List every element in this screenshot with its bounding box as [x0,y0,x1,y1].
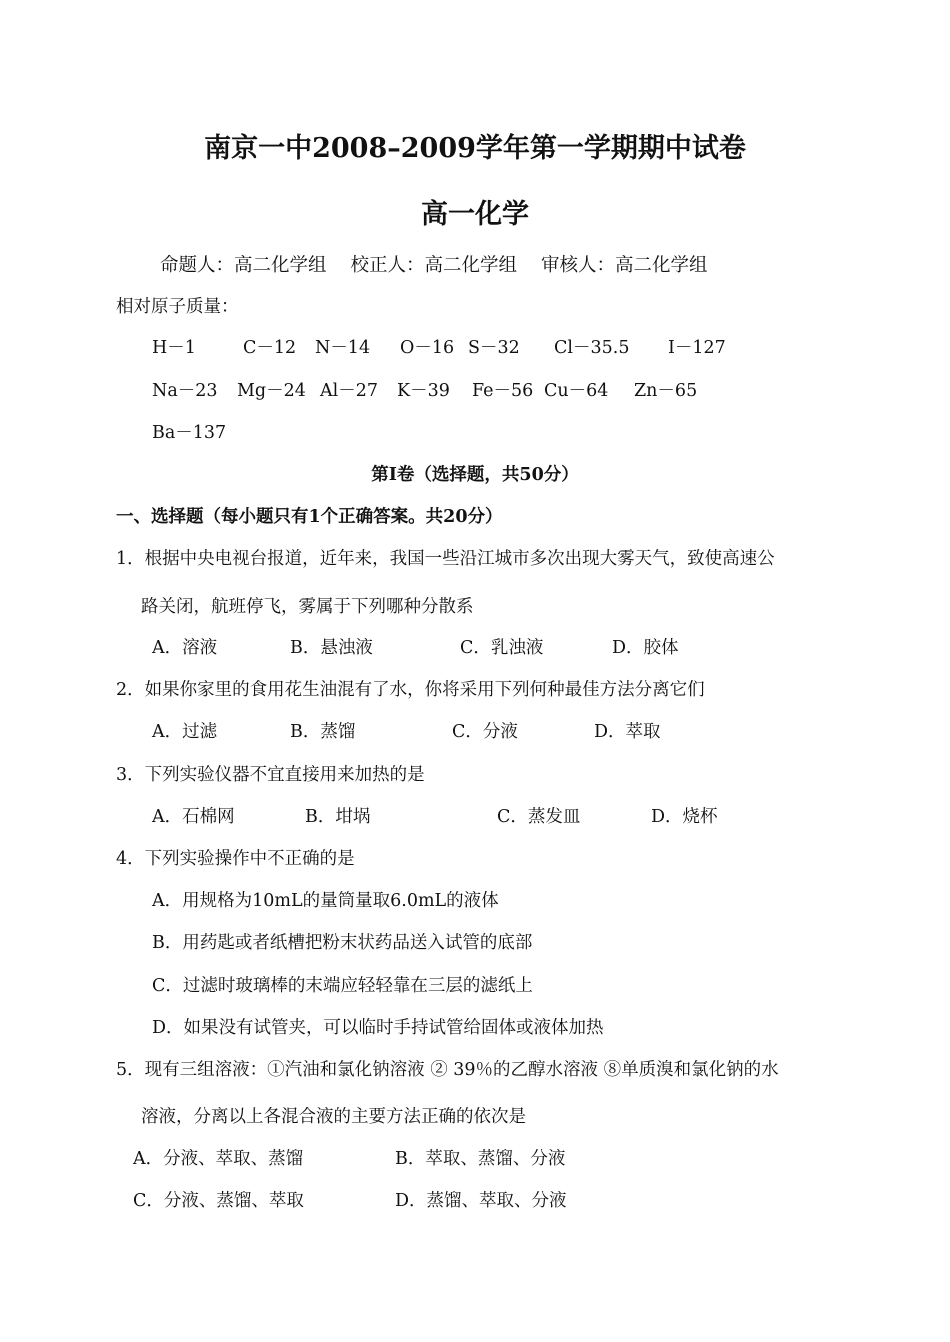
answer-option: C．分液、蒸馏、萃取 [133,1191,304,1211]
atomic-mass-item: Fe－56 [472,381,534,401]
answer-option: D．蒸馏、萃取、分液 [395,1191,567,1211]
answer-option: B．萃取、蒸馏、分液 [395,1149,566,1169]
setter-credit: 命题人：高二化学组 [160,255,327,276]
atomic-mass-item: N－14 [315,338,371,358]
answer-option: D．烧杯 [651,807,718,827]
answer-option: D．胶体 [612,638,679,658]
atomic-mass-item: Cu－64 [544,381,609,401]
answer-option: B．悬浊液 [290,638,373,658]
question-stem: 1．根据中央电视台报道，近年来，我国一些沿江城市多次出现大雾天气，致使高速公 [116,549,775,569]
question-stem: 3．下列实验仪器不宜直接用来加热的是 [116,765,425,785]
section-heading: 一、选择题（每小题只有1个正确答案。共20分） [116,507,503,527]
atomic-mass-item: Ba－137 [152,423,227,443]
exam-title: 南京一中2008–2009学年第一学期期中试卷 [204,133,746,164]
answer-option: B．用药匙或者纸槽把粉末状药品送入试管的底部 [152,933,533,953]
answer-option: D．萃取 [594,722,661,742]
answer-option: C．分液 [452,722,518,742]
answer-option: C．乳浊液 [460,638,544,658]
atomic-mass-item: Al－27 [320,381,379,401]
atomic-mass-item: O－16 [400,338,455,358]
atomic-mass-item: I－127 [668,338,726,358]
proofreader-credit: 校正人：高二化学组 [350,255,518,276]
answer-option: A．过滤 [152,722,218,742]
question-stem: 2．如果你家里的食用花生油混有了水，你将采用下列何种最佳方法分离它们 [116,680,705,700]
reviewer-credit: 审核人：高二化学组 [541,255,708,276]
answer-option: C．蒸发皿 [497,807,581,827]
atomic-mass-item: Mg－24 [237,381,306,401]
answer-option: A．石棉网 [152,807,235,827]
atomic-mass-item: S－32 [468,338,520,358]
question-stem-continued: 路关闭，航班停飞，雾属于下列哪种分散系 [141,597,474,617]
answer-option: A．溶液 [152,638,218,658]
answer-option: A．用规格为10mL的量筒量取6.0mL的液体 [152,891,499,911]
atomic-mass-item: Na－23 [152,381,218,401]
atomic-mass-item: Cl－35.5 [554,338,630,358]
atomic-mass-item: K－39 [397,381,450,401]
exam-subject: 高一化学 [421,199,529,230]
question-stem: 4．下列实验操作中不正确的是 [116,849,355,869]
atomic-mass-label: 相对原子质量： [116,297,239,317]
answer-option: A．分液、萃取、蒸馏 [133,1149,304,1169]
authors-line [160,251,708,277]
atomic-mass-item: C－12 [243,338,297,358]
answer-option: B．坩埚 [305,807,371,827]
question-stem-continued: 溶液，分离以上各混合液的主要方法正确的依次是 [141,1107,526,1127]
answer-option: B．蒸馏 [290,722,356,742]
atomic-mass-item: H－1 [152,338,196,358]
part-one-heading: 第I卷（选择题，共50分） [371,465,579,485]
answer-option: C．过滤时玻璃棒的末端应轻轻靠在三层的滤纸上 [152,976,533,996]
atomic-mass-item: Zn－65 [634,381,698,401]
answer-option: D．如果没有试管夹，可以临时手持试管给固体或液体加热 [152,1018,604,1038]
question-stem: 5．现有三组溶液：①汽油和氯化钠溶液 ② 39％的乙醇水溶液 ⑧单质溴和氯化钠的水 [116,1060,779,1080]
